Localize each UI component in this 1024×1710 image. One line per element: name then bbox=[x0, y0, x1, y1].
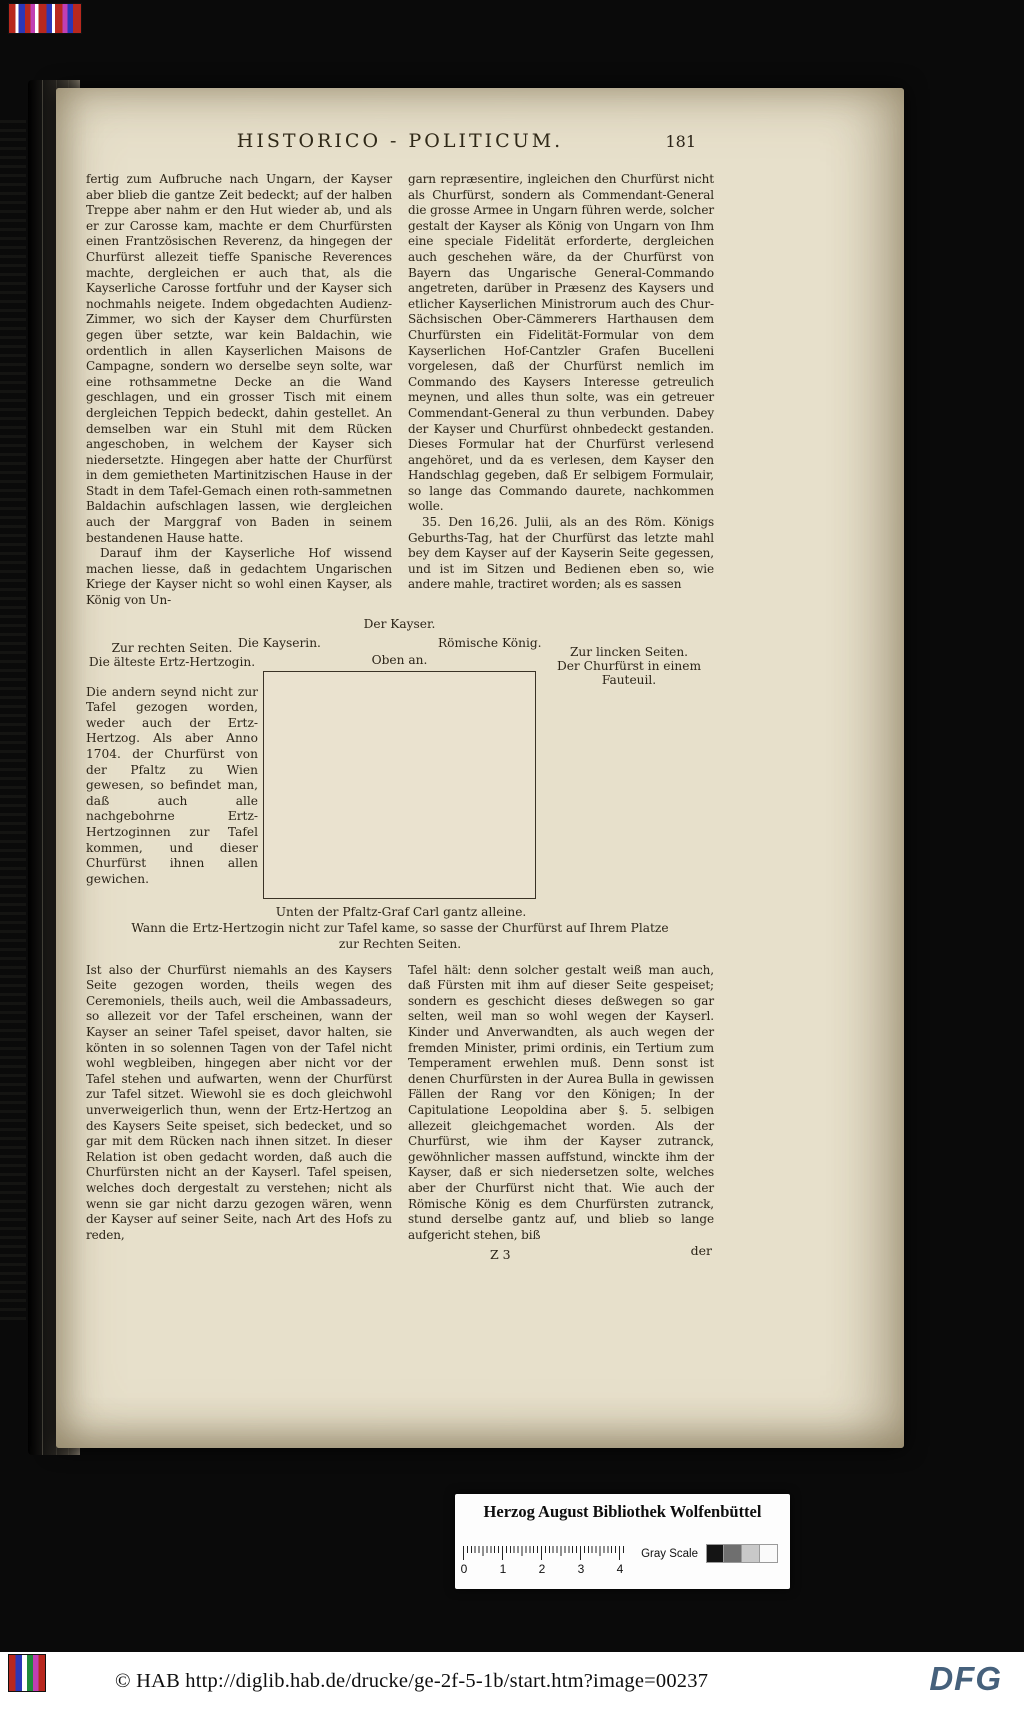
diagram-note-line2: zur Rechten Seiten. bbox=[338, 936, 462, 951]
ruler-scale bbox=[460, 1546, 643, 1580]
body-paragraph: fertig zum Aufbruche nach Ungarn, der Kayser aber blieb die gantze Zeit bedeckt; auf der halben Treppe aber nahm er den Hut wieder ab, und als er zur Carosse kam, machte er dem Churfürsten einen Frantzösischen Reverenz, da hingegen der Churfürst allezeit tieffe Spanische Reverences machte, dergleichen er auch that, als die Kayserliche Carosse fortfuhr und der Kayser sich nochmahls neigete. Indem obgedachten Audienz-Zimmer, wo sich der Kayser dem Churfürsten gegen über setzte, war kein Baldachin, wie ordentlich in allen Kayserlichen Maisons de Campagne, sondern wo derselbe seyn solte, war eine rothsammetne Decke an die Wand geschlagen, und ein grosser Tisch mit einem dergleichen Teppich bedeckt, dahin gestellet. An demselben war ein Stuhl mit dem Rücken angeschoben, in welchem der Kayser sich niedersetzte. Hingegen aber hatte der Churfürst in dem gemietheten Martinitzischen Hause in der Stadt in dem Tafel-Gemach einen roth-sammetnen Baldachin aufschlagen lassen, wie dergleichen auch der Marggraf von Baden in seinem bestandenen Hause hatte. bbox=[86, 172, 392, 545]
label-kayserin: Die Kayserin. bbox=[238, 635, 321, 650]
gray-scale-swatches bbox=[706, 1544, 778, 1563]
table-seating-diagram bbox=[86, 617, 714, 955]
lower-right-column bbox=[408, 963, 714, 1244]
color-calibration-strip-bottom bbox=[8, 1654, 46, 1692]
diagram-left-annotation bbox=[86, 641, 258, 888]
swatch-dark-gray bbox=[724, 1544, 742, 1563]
bleedthrough-page-edge bbox=[0, 120, 26, 1320]
dfg-logo: DFG bbox=[929, 1660, 1002, 1697]
page-edge-line bbox=[42, 80, 43, 1455]
gray-scale-label: Gray Scale bbox=[641, 1547, 698, 1560]
upper-two-columns bbox=[86, 172, 714, 609]
body-paragraph: Ist also der Churfürst niemahls an des Kaysers Seite gezogen worden, theils wegen des Ceremoniels, theils auch, weil die Ambassadeurs, so allezeit vor der Tafel erscheinen, wann der Kayser an seiner Tafel speiset, davor halten, sie könten in so solennen Tagen von der Tafel nicht wohl wegbleiben, hingegen aber nicht vor der Tafel stehen und aufwarten, wenn der Churfürst zur Tafel sitzet. Wiewohl sie es doch gleichwohl unverweigerlich thun, wenn der Ertz-Hertzog an des Kaysers Seite speiset, sich bedecket, und so gar mit dem Rücken nach ihnen sitzet. In dieser Relation ist oben gedacht worden, daß auch die Churfürsten nicht an der Kayserl. Tafel speisen, welches doch dergestalt zu verstehen; nicht als wenn sie gar nicht darzu gezogen wären, wenn der Kayser auf seiner Seite, nach Art des Hofs zu reden, bbox=[86, 962, 392, 1242]
ruler-number-3: 3 bbox=[577, 1562, 585, 1576]
label-churfuerst-fauteuil: Der Churfürst in einem bbox=[556, 658, 702, 673]
page-number: 181 bbox=[665, 132, 696, 151]
label-unten-pfaltzgraf: Unten der Pfaltz-Graf Carl gantz alleine. bbox=[275, 904, 527, 919]
catchword: der bbox=[690, 1243, 712, 1259]
swatch-light-gray bbox=[742, 1544, 760, 1563]
page-title: HISTORICO - POLITICUM. bbox=[236, 130, 564, 152]
body-paragraph: Darauf ihm der Kayserliche Hof wissend machen liesse, daß in gedachtem Ungarischen Kriege der Kayser nicht so wohl einen Kayser, als König von Un- bbox=[86, 546, 392, 608]
label-aelteste-ertzhertzogin: Die älteste Ertz-Hertzogin. bbox=[88, 654, 256, 669]
ruler-cm-ticks bbox=[463, 1546, 627, 1560]
gray-scale-patch bbox=[641, 1544, 778, 1563]
signature-row bbox=[86, 1243, 714, 1267]
library-scale-card bbox=[455, 1494, 790, 1589]
body-paragraph: garn repræsentire, ingleichen den Churfürst nicht als Churfürst, sondern als Commendant-General die grosse Armee in Ungarn führen werde, solcher gestalt der Kayser als König von Ungarn von Ihm eine speciale Fidelität erforderte, dergleichen auch geschehen wäre, da der Churfürst von Bayern das Ungarische General-Commando angetreten, darüber in Præsenz des Kaysers und etlicher Kayserlichen Ministrorum auch des Chur-Sächsischen Ober-Cämmerers Harthausen dem Churfürsten ein Fidelität-Formular von dem Kayserlichen Hof-Cantzler Grafen Bucelleni vorgelesen, daß der Churfürst nemlich im Commando des Kaysers Interesse getreulich meynen, und alles thun solte, was ein getreuer Commendant-General zu thun verbunden. Dabey der Kayser und Churfürst ohnbedeckt gestanden. Dieses Formular hat der Churfürst verlesend angehöret, und da es verlesen, dem Kayser den Handschlag gegeben, daß Er selbigem Formulair, so lange das Commando daurete, nachkommen wolle. bbox=[408, 172, 714, 514]
seating-table-rectangle bbox=[263, 671, 536, 899]
text-block bbox=[86, 130, 714, 1267]
book-page bbox=[56, 88, 904, 1448]
copyright-url-text: © HAB http://diglib.hab.de/drucke/ge-2f-5-1b/start.htm?image=00237 bbox=[115, 1669, 709, 1692]
library-name: Herzog August Bibliothek Wolfenbüttel bbox=[483, 1502, 762, 1521]
lower-left-column bbox=[86, 963, 392, 1244]
diagram-note-line1: Wann die Ertz-Hertzogin nicht zur Tafel kame, so sasse der Churfürst auf Ihrem Platze bbox=[131, 920, 669, 935]
diagram-right-annotation bbox=[544, 645, 714, 687]
swatch-white bbox=[760, 1544, 778, 1563]
signature-mark: Z 3 bbox=[490, 1247, 511, 1263]
ruler-number-0: 0 bbox=[460, 1562, 468, 1576]
ruler-number-1: 1 bbox=[499, 1562, 507, 1576]
label-fauteuil: Fauteuil. bbox=[601, 672, 657, 687]
upper-right-column bbox=[408, 172, 714, 609]
label-roemische-koenig: Römische König. bbox=[438, 635, 542, 650]
label-oben-an: Oben an. bbox=[371, 652, 428, 667]
ruler-number-4: 4 bbox=[616, 1562, 624, 1576]
label-zur-rechten-seiten: Zur rechten Seiten. bbox=[111, 640, 233, 655]
body-paragraph: Tafel hält: denn solcher gestalt weiß man auch, daß Fürsten mit ihm auf dieser Seite gespeiset; sondern es geschicht dieses deßwegen so gar selten, weil man so wohl wegen der Kayserl. Kinder und Anverwandten, als auch wegen der fremden Minister, primi ordinis, ein Tertium zum Temperament erwehlen muß. Denn sonst ist denen Churfürsten in der Aurea Bulla in gewissen Fällen der Rang vor den Königen; In der Capitulatione Leopoldina aber §. 5. selbigen allezeit gleichgemachet worden. Als der Churfürst, wie ihm der Kayser zutranck, gewöhnlicher massen auffstund, winckte ihm der Kayser, daß er sich niedersetzen solte, welches aber der Churfürst nicht that. Wie auch der Römische König es dem Churfürsten zutranck, stund derselbe gantz auf, und blieb so lange aufgericht stehen, biß bbox=[408, 962, 714, 1242]
footer-bar bbox=[0, 1652, 1024, 1710]
body-paragraph: 35. Den 16,26. Julii, als an des Röm. Königs Geburths-Tag, hat der Churfürst das letzte mahl bey dem Kayser auf der Kayserin Seite gegessen, und ist im Sitzen und Bedienen eben so, wie andere mahle, tractiret worden; als es sassen bbox=[408, 515, 714, 592]
lower-two-columns bbox=[86, 963, 714, 1244]
color-calibration-strip-top bbox=[8, 3, 82, 34]
running-head bbox=[86, 130, 714, 164]
swatch-black bbox=[706, 1544, 724, 1563]
label-kayser: Der Kayser. bbox=[363, 616, 436, 631]
upper-left-column bbox=[86, 172, 392, 609]
marginal-note: Die andern seynd nicht zur Tafel gezogen worden, weder auch der Ertz-Hertzog. Als aber Anno 1704. der Churfürst von der Pfaltz zu Wien gewesen, so befindet man, daß auch alle nachgebohrne Ertz-Hertzoginnen zur Tafel kommen, und dieser Churfürst ihnen allen gewichen. bbox=[86, 684, 258, 886]
ruler-number-2: 2 bbox=[538, 1562, 546, 1576]
label-zur-lincken-seiten: Zur lincken Seiten. bbox=[569, 644, 689, 659]
